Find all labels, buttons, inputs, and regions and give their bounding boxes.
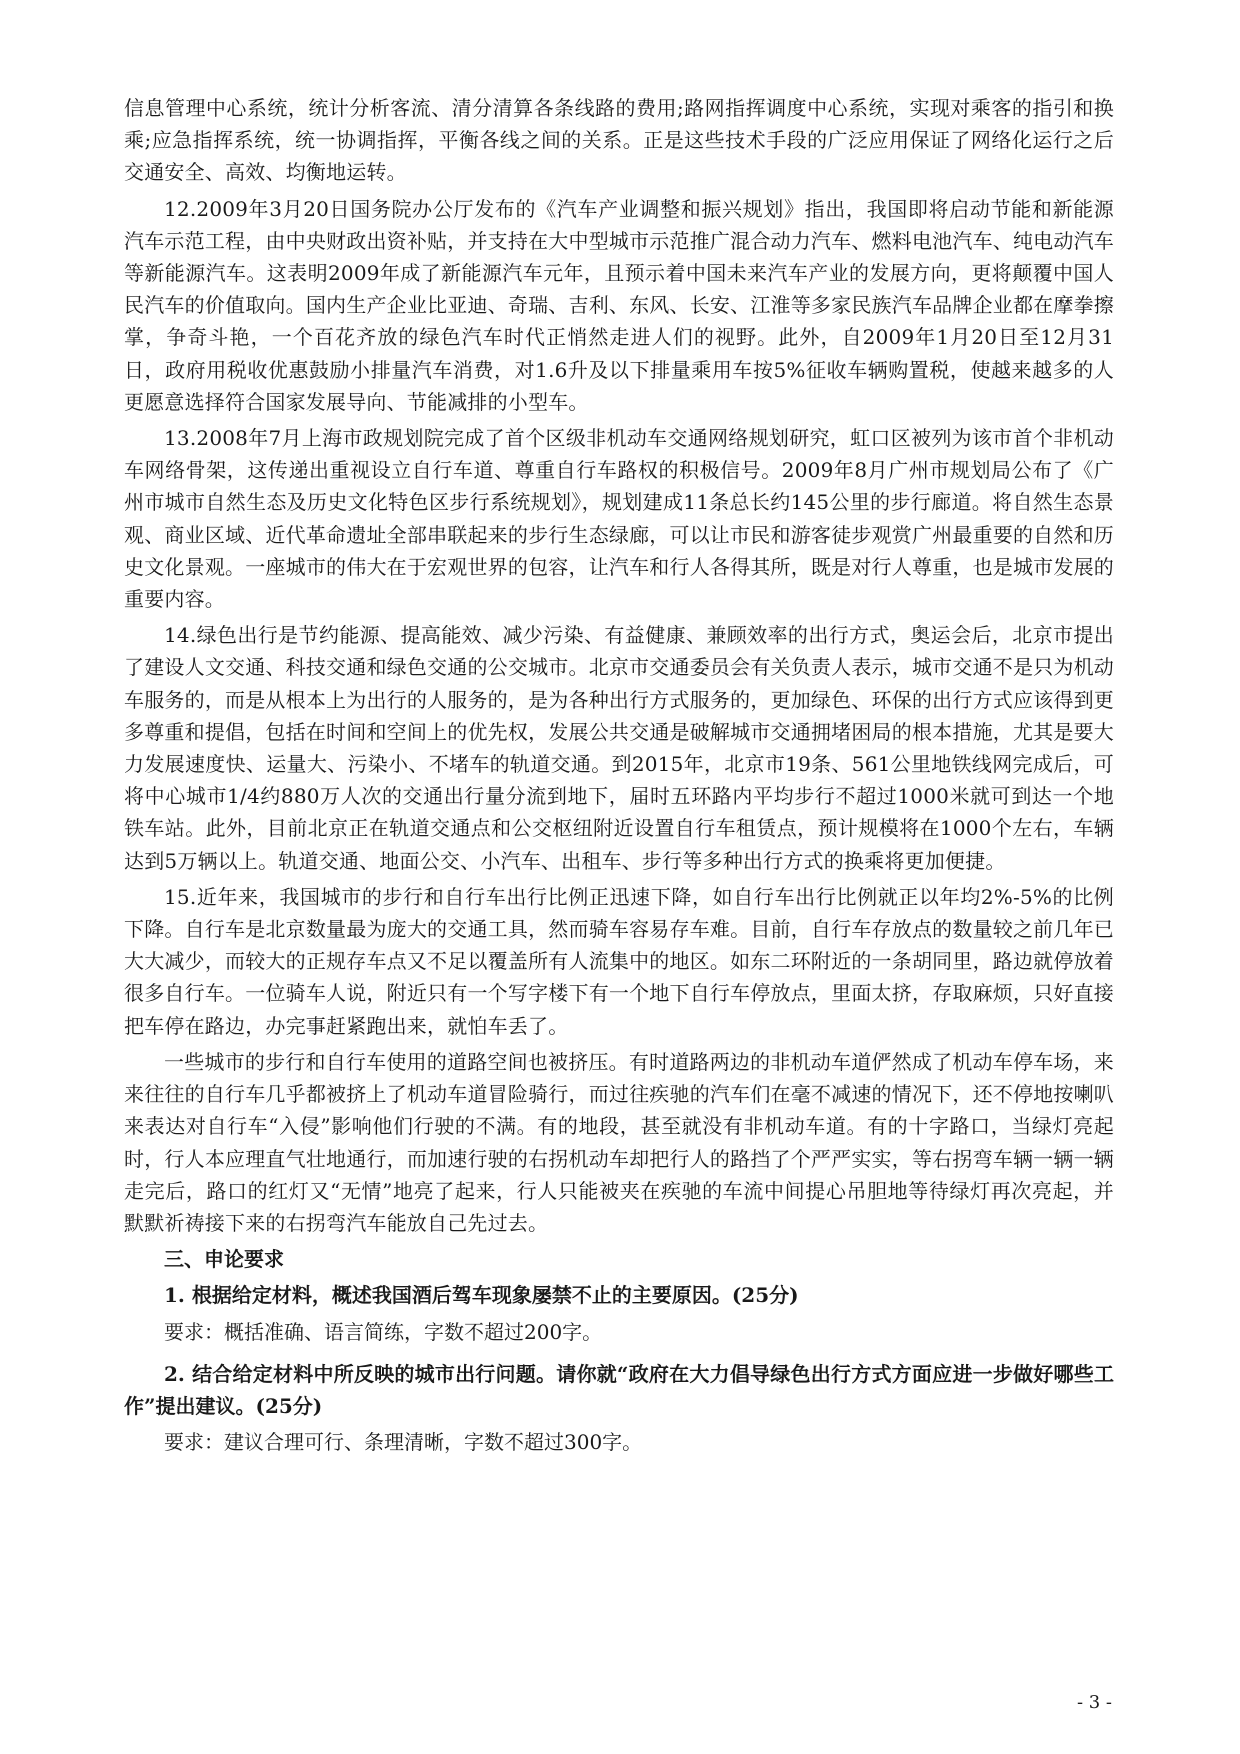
paragraph-item-15: 15.近年来，我国城市的步行和自行车出行比例正迅速下降，如自行车出行比例就正以年均2%-5%的比例下降。自行车是北京数量最为庞大的交通工具，然而骑车容易存车难。目前，自行车存放点的数量较之前几年已大大减少，而较大的正规存车点又不足以覆盖所有人流集中的地区。如东二环附近的一条胡同里，路边就停放着很多自行车。一位骑车人说，附近只有一个写字楼下有一个地下自行车停放点，里面太挤，存取麻烦，只好直接把车停在路边，办完事赶紧跑出来，就怕车丢了。 [124, 884, 1114, 1038]
page-number: - 3 - [1076, 1692, 1112, 1713]
question-2: 2. 结合给定材料中所反映的城市出行问题。请你就“政府在大力倡导绿色出行方式方面应进一步做好哪些工作”提出建议。(25分) [124, 1361, 1114, 1418]
document-body [124, 92, 1114, 1468]
paragraph-item-13: 13.2008年7月上海市政规划院完成了首个区级非机动车交通网络规划研究，虹口区被列为该市首个非机动车网络骨架，这传递出重视设立自行车道、尊重自行车路权的积极信号。2009年8月广州市规划局公布了《广州市城市自然生态及历史文化特色区步行系统规划》，规划建成11条总长约145公里的步行廊道。将自然生态景观、商业区域、近代革命遗址全部串联起来的步行生态绿廊，可以让市民和游客徒步观赏广州最重要的自然和历史文化景观。一座城市的伟大在于宏观世界的包容，让汽车和行人各得其所，既是对行人尊重，也是城市发展的重要内容。 [124, 426, 1114, 612]
section-heading: 三、申论要求 [164, 1247, 284, 1272]
paragraph-item-14: 14.绿色出行是节约能源、提高能效、减少污染、有益健康、兼顾效率的出行方式，奥运会后，北京市提出了建设人文交通、科技交通和绿色交通的公交城市。北京市交通委员会有关负责人表示，城市交通不是只为机动车服务的，而是从根本上为出行的人服务的，是为各种出行方式服务的，更加绿色、环保的出行方式应该得到更多尊重和提倡，包括在时间和空间上的优先权，发展公共交通是破解城市交通拥堵困局的根本措施，尤其是要大力发展速度快、运量大、污染小、不堵车的轨道交通。到2015年，北京市19条、561公里地铁线网完成后，可将中心城市1/4约880万人次的交通出行量分流到地下，届时五环路内平均步行不超过1000米就可到达一个地铁车站。此外，目前北京正在轨道交通点和公交枢纽附近设置自行车租赁点，预计规模将在1000个左右，车辆达到5万辆以上。轨道交通、地面公交、小汽车、出租车、步行等多种出行方式的换乘将更加便捷。 [124, 623, 1114, 873]
question-1: 1. 根据给定材料，概述我国酒后驾车现象屡禁不止的主要原因。(25分) [164, 1283, 799, 1308]
question-1-requirement: 要求：概括准确、语言简练，字数不超过200字。 [164, 1319, 603, 1344]
paragraph-continued: 信息管理中心系统，统计分析客流、清分清算各条线路的费用;路网指挥调度中心系统，实现对乘客的指引和换乘;应急指挥系统，统一协调指挥，平衡各线之间的关系。正是这些技术手段的广泛应用保证了网络化运行之后交通安全、高效、均衡地运转。 [124, 96, 1114, 185]
question-2-requirement: 要求：建议合理可行、条理清晰，字数不超过300字。 [164, 1430, 643, 1455]
paragraph-item-12: 12.2009年3月20日国务院办公厅发布的《汽车产业调整和振兴规划》指出，我国即将启动节能和新能源汽车示范工程，由中央财政出资补贴，并支持在大中型城市示范推广混合动力汽车、燃料电池汽车、纯电动汽车等新能源汽车。这表明2009年成了新能源汽车元年，且预示着中国未来汽车产业的发展方向，更将颠覆中国人民汽车的价值取向。国内生产企业比亚迪、奇瑞、吉利、东风、长安、江淮等多家民族汽车品牌企业都在摩拳擦掌，争奇斗艳，一个百花齐放的绿色汽车时代正悄然走进人们的视野。此外，自2009年1月20日至12月31日，政府用税收优惠鼓励小排量汽车消费，对1.6升及以下排量乘用车按5%征收车辆购置税，使越来越多的人更愿意选择符合国家发展导向、节能减排的小型车。 [124, 196, 1114, 414]
paragraph-item-15-continued: 一些城市的步行和自行车使用的道路空间也被挤压。有时道路两边的非机动车道俨然成了机动车停车场，来来往往的自行车几乎都被挤上了机动车道冒险骑行，而过往疾驰的汽车们在毫不减速的情况下，还不停地按喇叭来表达对自行车“入侵”影响他们行驶的不满。有的地段，甚至就没有非机动车道。有的十字路口，当绿灯亮起时，行人本应理直气壮地通行，而加速行驶的右拐机动车却把行人的路挡了个严严实实，等右拐弯车辆一辆一辆走完后，路口的红灯又“无情”地亮了起来，行人只能被夹在疾驰的车流中间提心吊胆地等待绿灯再次亮起，并默默祈祷接下来的右拐弯汽车能放自己先过去。 [124, 1049, 1114, 1235]
